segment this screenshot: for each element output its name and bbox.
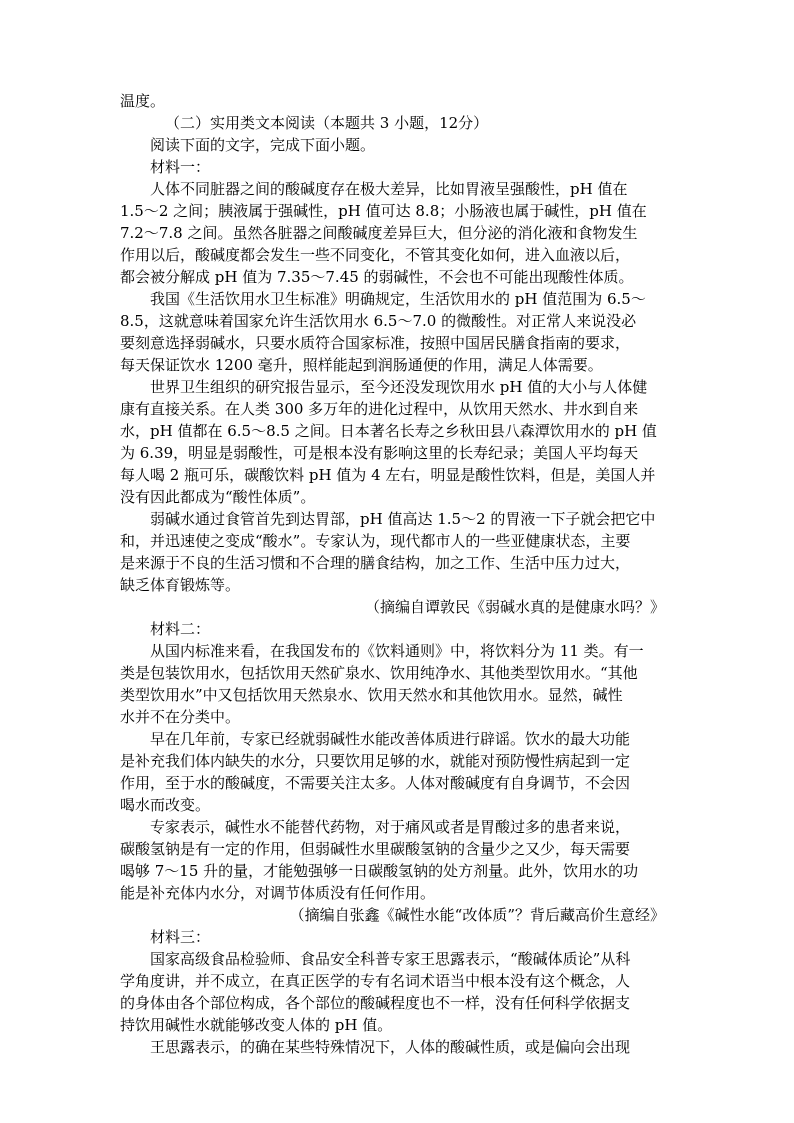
paragraph-line: 专家表示，碱性水不能替代药物，对于痛风或者是胃酸过多的患者来说， [150, 818, 631, 836]
paragraph-line: 喝够 7～15 升的量，才能勉强够一日碳酸氢钠的处方剂量。此外，饮用水的功 [120, 862, 639, 880]
paragraph-line: 康有直接关系。在人类 300 多万年的进化过程中，从饮用天然水、井水到自来 [120, 400, 639, 418]
paragraph-line: 类型饮用水”中又包括饮用天然泉水、饮用天然水和其他饮用水。显然，碱性 [120, 686, 623, 704]
material-label: 材料二： [150, 620, 211, 638]
paragraph-line: 碳酸氢钠是有一定的作用，但弱碱性水里碳酸氢钠的含量少之又少，每天需要 [120, 840, 631, 858]
paragraph-line: 喝水而改变。 [120, 796, 211, 814]
paragraph-line: 没有因此都成为“酸性体质”。 [120, 488, 316, 506]
paragraph-line: 的身体由各个部位构成，各个部位的酸碱程度也不一样，没有任何科学依据支 [120, 994, 631, 1012]
paragraph-line: 学角度讲，并不成立，在真正医学的专有名词术语当中根本没有这个概念，人 [120, 972, 631, 990]
paragraph-line: 每天保证饮水 1200 毫升，照样能起到润肠通便的作用，满足人体需要。 [120, 356, 603, 374]
source-citation: （摘编自谭敦民《弱碱水真的是健康水吗？》 [364, 598, 665, 616]
material-label: 材料一： [150, 158, 211, 176]
paragraph-line: 国家高级食品检验师、食品安全科普专家王思露表示，“酸碱体质论”从科 [150, 950, 631, 968]
paragraph-line: 早在几年前，专家已经就弱碱性水能改善体质进行辟谣。饮水的最大功能 [150, 730, 631, 748]
paragraph-line: 持饮用碱性水就能够改变人体的 pH 值。 [120, 1016, 393, 1034]
paragraph-line: 都会被分解成 pH 值为 7.35～7.45 的弱碱性，不会也不可能出现酸性体质。 [120, 268, 634, 286]
paragraph-line: 1.5～2 之间；胰液属于强碱性，pH 值可达 8.8；小肠液也属于碱性，pH 值在 [120, 202, 647, 220]
paragraph-line: 弱碱水通过食管首先到达胃部，pH 值高达 1.5～2 的胃液一下子就会把它中 [150, 510, 656, 528]
paragraph-line: 人体不同脏器之间的酸碱度存在极大差异，比如胃液呈强酸性，pH 值在 [150, 180, 628, 198]
document-page [120, 90, 670, 1058]
paragraph-line: 世界卫生组织的研究报告显示，至今还没发现饮用水 pH 值的大小与人体健 [150, 378, 648, 396]
paragraph-line: 7.2～7.8 之间。虽然各脏器之间酸碱度差异巨大，但分泌的消化液和食物发生 [120, 224, 638, 242]
paragraph-line: 缺乏体育锻炼等。 [120, 576, 241, 594]
paragraph-line: 和，并迅速使之变成“酸水”。专家认为，现代都市人的一些亚健康状态，主要 [120, 532, 631, 550]
paragraph-line: 8.5，这就意味着国家允许生活饮用水 6.5～7.0 的微酸性。对正常人来说没必 [120, 312, 637, 330]
paragraph-line: 作用以后，酸碱度都会发生一些不同变化，不管其变化如何，进入血液以后， [120, 246, 631, 264]
paragraph-line: 是来源于不良的生活习惯和不合理的膳食结构，加之工作、生活中压力过大， [120, 554, 631, 572]
paragraph-line: 作用，至于水的酸碱度，不需要关注太多。人体对酸碱度有自身调节，不会因 [120, 774, 631, 792]
paragraph-line: 为 6.39，明显是弱酸性，可是根本没有影响这里的长寿纪录；美国人平均每天 [120, 444, 639, 462]
paragraph-line: 要刻意选择弱碱水，只要水质符合国家标准，按照中国居民膳食指南的要求， [120, 334, 631, 352]
material-label: 材料三： [150, 928, 211, 946]
paragraph-line: 水，pH 值都在 6.5～8.5 之间。日本著名长寿之乡秋田县八森潭饮用水的 pH 值 [120, 422, 657, 440]
paragraph-line: 水并不在分类中。 [120, 708, 241, 726]
paragraph-line: 每人喝 2 瓶可乐，碳酸饮料 pH 值为 4 左右，明显是酸性饮料，但是，美国人并 [120, 466, 656, 484]
paragraph-line: 类是包装饮用水，包括饮用天然矿泉水、饮用纯净水、其他类型饮用水。“其他 [120, 664, 638, 682]
paragraph-line: 从国内标准来看，在我国发布的《饮料通则》中，将饮料分为 11 类。有一 [150, 642, 644, 660]
source-citation: （摘编自张鑫《碱性水能“改体质”？背后藏高价生意经》 [289, 906, 665, 924]
paragraph-line: 能是补充体内水分，对调节体质没有任何作用。 [120, 884, 436, 902]
section-heading: （二）实用类文本阅读（本题共 3 小题，12分） [165, 114, 489, 132]
paragraph-line: 我国《生活饮用水卫生标准》明确规定，生活饮用水的 pH 值范围为 6.5～ [150, 290, 646, 308]
instruction-line: 阅读下面的文字，完成下面小题。 [150, 136, 376, 154]
paragraph-line: 是补充我们体内缺失的水分，只要饮用足够的水，就能对预防慢性病起到一定 [120, 752, 631, 770]
text-line: 温度。 [120, 92, 166, 110]
paragraph-line: 王思露表示，的确在某些特殊情况下，人体的酸碱性质，或是偏向会出现 [150, 1038, 631, 1056]
